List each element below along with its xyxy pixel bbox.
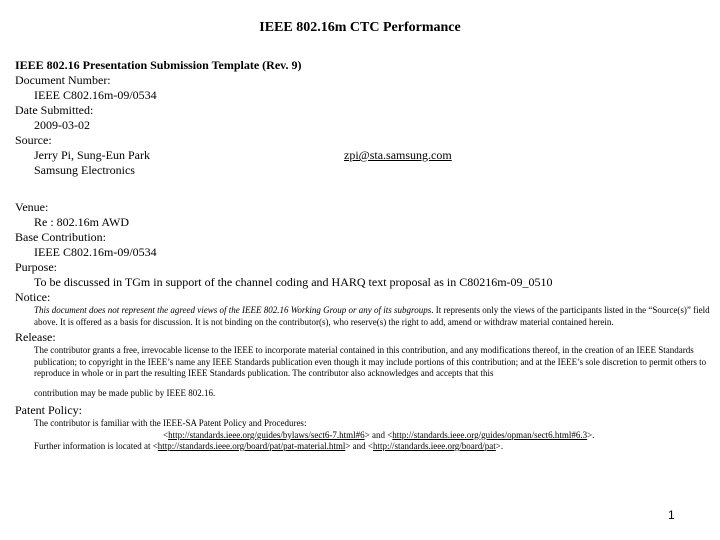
opman-link[interactable]: http://standards.ieee.org/guides/opman/sect6.html#6.3 [392, 429, 588, 440]
base-contribution-label: Base Contribution: [15, 230, 106, 244]
base-contribution-value: IEEE C802.16m-09/0534 [34, 245, 157, 259]
source-label: Source: [15, 133, 52, 147]
patent-policy-line2: Further information is located at <http://standards.ieee.org/board/pat/pat-material.html> and <http://standards.ieee.org/board/pat>. [34, 441, 504, 451]
notice-text [15, 305, 715, 328]
page-title: IEEE 802.16m CTC Performance [259, 20, 461, 35]
template-title: IEEE 802.16 Presentation Submission Template (Rev. 9) [15, 58, 302, 72]
release-text-cont: contribution may be made public by IEEE 802.16. [34, 387, 216, 398]
patent-policy-label: Patent Policy: [15, 403, 82, 417]
notice-label: Notice: [15, 290, 51, 304]
patent-policy-line1 [15, 418, 715, 430]
notice-rest-text: . It represents only the views of the participants listed in the “Source(s)” field above. It is offered as a basis for discussion. It is not binding on the contributor(s), who reserve(s) the right to add, amend or withdraw material contained herein. [34, 305, 710, 327]
and-text: > and < [364, 429, 393, 440]
source-email-link[interactable]: zpi@sta.samsung.com [344, 148, 452, 162]
source-affiliation: Samsung Electronics [34, 163, 135, 177]
patent-policy-line1-text: The contributor is familiar with the IEEE-SA Patent Policy and Procedures: [34, 418, 307, 428]
date-submitted-value: 2009-03-02 [34, 118, 90, 132]
notice-italic-text: This document does not represent the agreed views of the IEEE 802.16 Working Group or any of its subgroups [34, 305, 432, 315]
board-pat-link[interactable]: http://standards.ieee.org/board/pat [372, 441, 496, 451]
pat-material-link[interactable]: http://standards.ieee.org/board/pat/pat-material.html [157, 441, 346, 451]
and-text-2: > and < [345, 441, 373, 451]
submission-template [15, 58, 715, 453]
purpose-label: Purpose: [15, 260, 57, 274]
further-info-text: Further information is located at < [34, 441, 158, 451]
patent-policy-links-line: <http://standards.ieee.org/guides/bylaws/sect6-7.html#6> and <http://standards.ieee.org/guides/opman/sect6.html#6.3>. [163, 429, 595, 440]
venue-value: Re : 802.16m AWD [34, 215, 130, 229]
spacer [15, 178, 715, 200]
document-number-value: IEEE C802.16m-09/0534 [34, 88, 157, 102]
venue-label: Venue: [15, 200, 49, 214]
purpose-value: To be discussed in TGm in support of the channel coding and HARQ text proposal as in C80216m-09_0510 [34, 275, 553, 289]
document-number-label: Document Number: [15, 73, 111, 87]
date-submitted-label: Date Submitted: [15, 103, 94, 117]
bylaws-link[interactable]: http://standards.ieee.org/guides/bylaws/sect6-7.html#6 [168, 429, 365, 440]
page-number: 1 [668, 508, 675, 522]
release-label: Release: [15, 330, 56, 344]
source-authors: Jerry Pi, Sung-Eun Park [34, 148, 150, 162]
source-row [15, 148, 715, 163]
release-text: The contributor grants a free, irrevocable license to the IEEE to incorporate material contained in this contribution, and any modifications thereof, in the creation of an IEEE Standards publication; to copyright in the IEEE’s name any IEEE Standards publication even though it may include portions of this contribution; and at the IEEE’s sole discretion to permit others to reproduce in whole or in part the resulting IEEE Standards publication. The contributor also acknowledges and accepts that this [34, 345, 707, 378]
